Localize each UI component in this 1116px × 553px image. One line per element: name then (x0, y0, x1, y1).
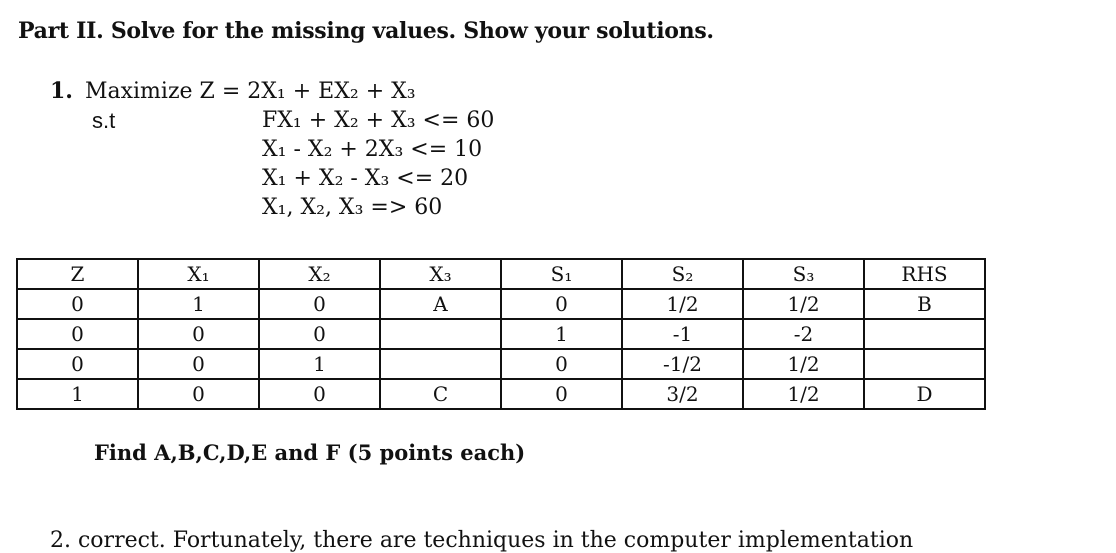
header-cell: S₁ (501, 259, 622, 289)
constraint-3: X₁ + X₂ - X₃ <= 20 (262, 166, 469, 191)
table-cell: 1 (501, 319, 622, 349)
header-cell: Z (17, 259, 138, 289)
table-cell: 0 (501, 379, 622, 409)
table-row (17, 289, 985, 319)
table-cell: -2 (743, 319, 864, 349)
table-cell: 1 (259, 349, 380, 379)
header-cell: X₁ (138, 259, 259, 289)
table-cell: 1 (138, 289, 259, 319)
table-cell: 0 (17, 289, 138, 319)
header-cell: RHS (864, 259, 985, 289)
problem-objective (50, 78, 416, 104)
table-cell: 1/2 (622, 289, 743, 319)
table-cell: 0 (259, 289, 380, 319)
table-cell: -1 (622, 319, 743, 349)
table-cell: B (864, 289, 985, 319)
tableau-header-row (17, 259, 985, 289)
section-heading: Part II. Solve for the missing values. Show your solutions. (18, 18, 714, 44)
table-cell: 0 (17, 349, 138, 379)
table-cell: A (380, 289, 501, 319)
header-cell: X₃ (380, 259, 501, 289)
subject-to-label: s.t (92, 108, 116, 133)
table-cell: 1/2 (743, 349, 864, 379)
table-cell: 0 (501, 349, 622, 379)
header-cell: S₂ (622, 259, 743, 289)
constraint-2: X₁ - X₂ + 2X₃ <= 10 (262, 137, 483, 162)
table-cell: 0 (138, 319, 259, 349)
table-cell: 0 (138, 349, 259, 379)
header-cell: S₃ (743, 259, 864, 289)
objective-function: Maximize Z = 2X₁ + EX₂ + X₃ (84, 79, 416, 104)
instruction-text: Find A,B,C,D,E and F (5 points each) (94, 440, 526, 465)
table-cell: 0 (17, 319, 138, 349)
problem-number: 1. (50, 78, 73, 104)
table-cell: D (864, 379, 985, 409)
table-cell: 0 (259, 379, 380, 409)
table-cell (864, 319, 985, 349)
table-row (17, 319, 985, 349)
table-cell: 3/2 (622, 379, 743, 409)
table-cell: 1/2 (743, 289, 864, 319)
table-cell: C (380, 379, 501, 409)
table-cell: 1/2 (743, 379, 864, 409)
table-row (17, 379, 985, 409)
header-cell: X₂ (259, 259, 380, 289)
table-cell: 0 (138, 379, 259, 409)
table-cell (864, 349, 985, 379)
table-cell (380, 349, 501, 379)
table-cell (380, 319, 501, 349)
simplex-tableau (16, 258, 986, 410)
cutoff-text: 2. correct. Fortunately, there are techniques in the computer implementation (50, 528, 914, 553)
table-cell: 0 (259, 319, 380, 349)
table-cell: 0 (501, 289, 622, 319)
table-row (17, 349, 985, 379)
table-cell: 1 (17, 379, 138, 409)
constraint-nonnegativity: X₁, X₂, X₃ => 60 (262, 195, 443, 220)
table-cell: -1/2 (622, 349, 743, 379)
constraints-list (262, 106, 494, 222)
constraint-1: FX₁ + X₂ + X₃ <= 60 (262, 108, 495, 133)
